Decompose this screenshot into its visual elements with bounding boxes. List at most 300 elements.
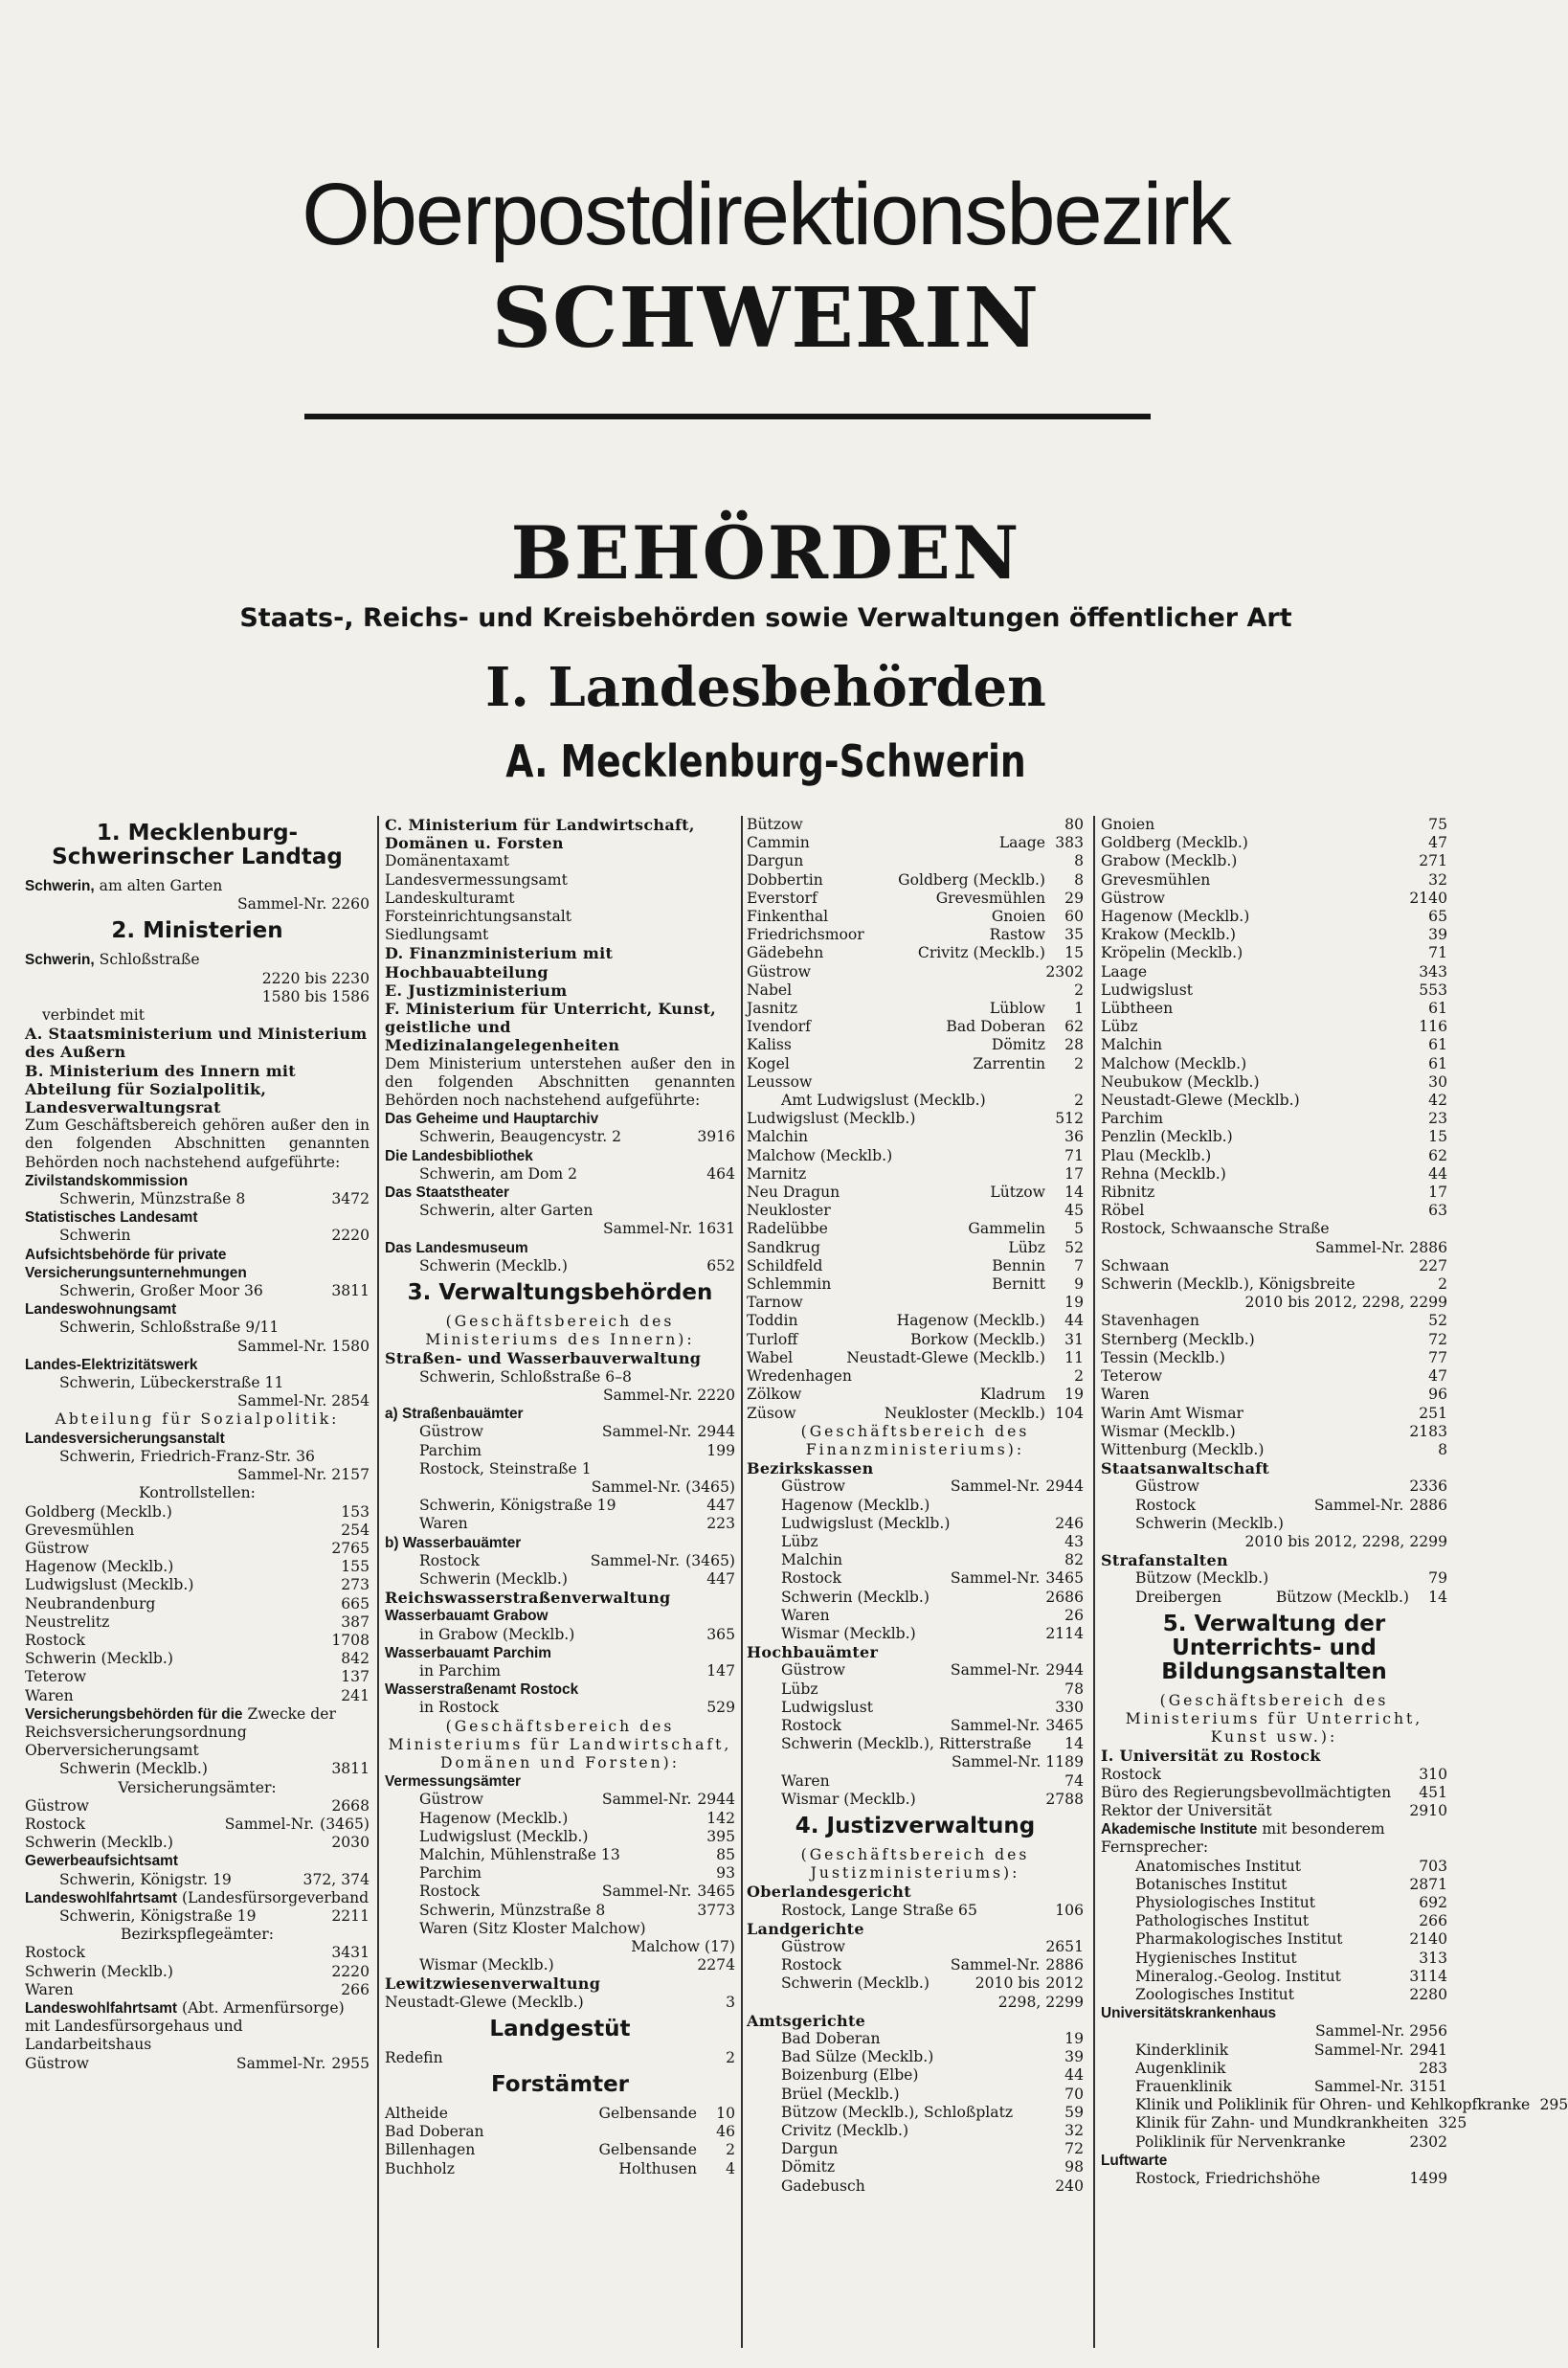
entry-name: Züsow [747,1404,796,1422]
directory-entry [1101,2133,1447,2152]
entry-name: Büro des Regierungsbevollmächtigten [1101,1783,1392,1801]
entry-place: Sammel-Nr. [1313,2078,1404,2095]
number-line: Malchow (17) [631,1937,735,1955]
entry-name: in Grabow (Mecklb.) [419,1625,575,1643]
entry-number: 2220 [331,1227,370,1245]
entry-name: Parchim [419,1441,482,1459]
entry-place: Borkow (Mecklb.) [910,1330,1045,1348]
directory-entry [1101,1569,1447,1588]
entry-name: Schildfeld [747,1256,823,1274]
entry-number: 82 [1064,1551,1084,1569]
entry-number: 39 [1428,926,1447,944]
directory-entry [385,1552,735,1570]
entry-number: 52 [1428,1312,1447,1330]
directory-entry [747,1073,1084,1092]
entry-name: Warin Amt Wismar [1101,1404,1243,1422]
directory-entry [747,1128,1084,1146]
directory-entry [25,1687,370,1705]
entry-number: 79 [1428,1569,1447,1588]
directory-entry [1101,1147,1447,1165]
directory-entry [25,1797,370,1815]
entry-name: Schwerin (Mecklb.) [419,1256,568,1274]
entry-name: Parchim [419,1864,482,1883]
entry-name: Wismar (Mecklb.) [781,1790,916,1808]
entry-name: Schwerin (Mecklb.) [25,1834,173,1852]
entry-number: 71 [1064,1146,1084,1164]
subsection-heading: Lewitzwiesenverwaltung [385,1974,601,1994]
entry-name: Tarnow [747,1294,803,1312]
entry-name: Schwerin, Schloßstraße 9/11 [59,1319,280,1337]
entry-name: Wismar (Mecklb.) [1101,1422,1236,1440]
directory-entry [1101,1386,1447,1404]
directory-entry [1101,1018,1447,1036]
directory-entry [1101,1784,1447,1802]
entry-number: 2140 [1409,1930,1447,1949]
directory-entry [747,1974,1084,1993]
entry-name: Güstrow [781,1661,845,1680]
entry-number: 2114 [1045,1624,1084,1642]
description-text: Dem Ministerium unterstehen außer den in den folgenden Abschnitten genannten Behörden noch nachstehend aufgeführte: [385,1054,735,1110]
entry-number: 2668 [331,1796,370,1815]
entry-number: 70 [1064,2085,1084,2103]
number-line: Sammel-Nr. (3465) [591,1477,735,1496]
subsection-heading: E. Justizministerium [385,981,568,1000]
entry-number: 3811 [331,1760,370,1778]
entry-place: Grevesmühlen [935,889,1045,907]
entry-place: Sammel-Nr. [950,1661,1041,1680]
entry-number: 1708 [331,1631,370,1649]
entry-number: 62 [1428,1146,1447,1164]
directory-entry [1101,944,1447,962]
entry-name: Schwerin, Königstraße 19 [419,1497,616,1515]
entry-name: Waren [419,1515,468,1533]
directory-entry [747,2048,1084,2066]
directory-entry [385,1864,735,1883]
directory-entry [1101,1220,1447,1238]
entry-number: 30 [1428,1072,1447,1091]
entry-name: Schwerin, alter Garten [419,1202,594,1220]
entry-name: Augenklinik [1135,2059,1226,2077]
entry-number: 96 [1428,1386,1447,1404]
entry-number: 32 [1428,870,1447,889]
entry-name: Hygienisches Institut [1135,1949,1297,1967]
directory-entry [1101,1367,1447,1386]
agency-name: Landeswohlfahrtsamt [25,1999,178,2017]
directory-entry [747,816,1084,834]
entry-number: 5 [1074,1220,1084,1238]
directory-entry [25,1576,370,1594]
entry-number: 2 [1074,1054,1084,1072]
directory-entry [385,1442,735,1460]
entry-number: 2944 [697,1423,735,1441]
entry-name: Schwerin (Mecklb.) [1135,1514,1284,1532]
agency-detail: mit besonderem Fernsprecher: [1101,1820,1385,1857]
entry-name: Siedlungsamt [385,926,489,944]
agency-name: Das Landesmuseum [385,1239,528,1256]
entry-number: 9 [1074,1275,1084,1294]
entry-number: 2871 [1409,1875,1447,1893]
subsection-heading: B. Ministerium des Innern mit Abteilung für Sozialpolitik, Landesverwaltungsrat [25,1061,296,1117]
directory-entry [385,1791,735,1809]
column-3 [747,816,1084,2350]
entry-name: Grabow (Mecklb.) [1101,852,1238,870]
directory-entry [747,981,1084,1000]
entry-name: Schwerin [59,1227,131,1245]
entry-name: Güstrow [25,1539,89,1557]
entry-name: Crivitz (Mecklb.) [781,2122,909,2140]
entry-number: 652 [706,1256,735,1274]
entry-name: Leussow [747,1072,813,1091]
entry-name: Güstrow [419,1791,483,1809]
entry-name: Neustadt-Glewe (Mecklb.) [1101,1092,1300,1110]
entry-name: Teterow [25,1668,87,1686]
entry-name: Güstrow [781,1937,845,1955]
entry-number: 2274 [697,1956,735,1974]
entry-number: 2944 [697,1791,735,1809]
directory-entry [385,1570,735,1589]
entry-place: Zarrentin [973,1054,1045,1072]
entry-place: Crivitz (Mecklb.) [917,944,1045,962]
entry-name: Kaliss [747,1036,792,1054]
entry-name: Rostock, Friedrichshöhe [1135,2170,1321,2188]
entry-name: Klinik und Poliklinik für Ohren- und Kehlkopfkranke [1135,2096,1531,2114]
entry-name: Ludwigslust (Mecklb.) [781,1514,951,1532]
column-2 [385,816,735,2350]
entry-name: Parchim [1101,1110,1164,1128]
directory-entry [25,1668,370,1686]
entry-number: 106 [1055,1901,1084,1919]
entry-name: Hagenow (Mecklb.) [25,1558,174,1576]
entry-name: Altheide [385,2105,448,2122]
directory-entry [1101,1858,1447,1876]
agency-label [25,1852,370,1870]
directory-entry [385,1883,735,1901]
directory-entry [25,1540,370,1558]
entry-name: Schwerin (Mecklb.) [781,1974,930,1993]
entry-number: 313 [1419,1949,1447,1967]
directory-entry [747,1497,1084,1515]
subsection-heading: Hochbauämter [747,1643,879,1662]
directory-entry [747,1699,1084,1717]
jurisdiction-note: (Geschäftsbereich des Finanzministeriums): [800,1422,1030,1458]
directorate-title: Oberpostdirektionsbezirk [302,166,1230,263]
entry-name: Ludwigslust [1101,981,1193,999]
entry-name: Wismar (Mecklb.) [781,1624,916,1642]
directory-entry [25,1558,370,1576]
directory-entry [747,1367,1084,1386]
entry-name: Poliklinik für Nervenkranke [1135,2132,1346,2151]
entry-number: 72 [1428,1330,1447,1348]
entry-place: Gammelin [968,1220,1045,1238]
agency-name: Zivilstandskommission [25,1172,189,1189]
directory-entry [1101,2041,1447,2060]
entry-name: Anatomisches Institut [1135,1857,1302,1875]
directory-entry [385,1828,735,1846]
directory-entry [1101,890,1447,908]
directory-entry [385,2049,735,2067]
directory-entry [747,1202,1084,1220]
entry-place: Dömitz [991,1036,1045,1054]
entry-number: 343 [1419,962,1447,981]
subsection-heading: D. Finanzministerium mit Hochbauabteilung [385,944,614,981]
entry-number: 330 [1055,1698,1084,1716]
directory-entry [385,890,735,908]
agency-name: Wasserbauamt Grabow [385,1608,549,1625]
directory-entry [747,1661,1084,1680]
entry-place: Hagenow (Mecklb.) [896,1312,1045,1330]
directory-entry [25,1319,370,1337]
entry-name: Neustrelitz [25,1612,110,1631]
subsection-heading: A. Staatsministerium und Ministerium des Außern [25,1025,368,1062]
directory-entry [1101,1312,1447,1330]
directory-entry [1101,2060,1447,2078]
entry-number: 153 [341,1502,370,1521]
entry-name: Malchin, Mühlenstraße 13 [419,1845,620,1863]
number-line: Sammel-Nr. 2956 [1314,2022,1447,2041]
entry-number: 80 [1064,816,1084,833]
note-line: verbindet mit [42,1006,145,1025]
agency-label [25,1300,370,1319]
subgroup-caption: Kontrollstellen: [139,1484,256,1502]
agency-name: Landes-Elektrizitätswerk [25,1356,198,1373]
entry-number: 365 [706,1625,735,1643]
entry-place: Sammel-Nr. [235,2054,326,2072]
entry-place: Holthusen [618,2159,697,2177]
directory-entry [385,1368,735,1387]
entry-name: Schwerin, Friedrich-Franz-Str. 36 [59,1447,315,1465]
entry-name: Redefin [385,2048,443,2066]
directory-entry [1101,834,1447,852]
entry-number: 93 [716,1864,735,1883]
directory-entry [25,1834,370,1852]
entry-name: Goldberg (Mecklb.) [25,1502,172,1521]
entry-number: 11 [1064,1348,1084,1366]
entry-name: Malchow (Mecklb.) [1101,1054,1247,1072]
entry-number: 35 [1064,926,1084,944]
directory-entry [25,1815,370,1834]
entry-name: Bad Doberan [385,2123,484,2141]
entry-name: Rostock [25,1815,85,1833]
entry-name: Marnitz [747,1164,807,1183]
entry-number: 2651 [1045,1937,1084,1955]
entry-name: Toddin [747,1312,798,1330]
directory-entry [25,1190,370,1208]
entry-number: 39 [1064,2048,1084,2066]
directory-entry [385,1699,735,1717]
entry-name: Dömitz [781,2158,836,2176]
directory-entry [25,1907,370,1926]
directory-entry [1101,1184,1447,1202]
agency-name: Landeswohnungsamt [25,1301,177,1319]
entry-place: Gelbensande [598,2105,697,2122]
entry-number: 2886 [1409,1496,1447,1514]
entry-name: Frauenklinik [1135,2078,1232,2095]
directory-entry [747,2030,1084,2048]
entry-number: 14 [1064,1184,1084,1202]
entry-name: Schwerin, Königstr. 19 [59,1870,232,1888]
entry-number: 137 [341,1668,370,1686]
entry-name: Rektor der Universität [1101,1801,1272,1819]
agency-label [385,1405,735,1423]
entry-name: Neu Dragun [747,1184,840,1202]
entry-name: Schwerin (Mecklb.) [25,1650,173,1668]
entry-name: Rostock [781,1569,841,1588]
directory-entry [385,1165,735,1184]
number-line: Sammel-Nr. 2220 [602,1386,735,1404]
city-title: SCHWERIN [491,270,1041,367]
entry-name: Amt Ludwigslust (Mecklb.) [781,1092,986,1110]
directory-entry [1101,1349,1447,1367]
column-divider [1093,816,1095,2348]
entry-name: Grevesmühlen [1101,870,1211,889]
agency-name: Versicherungsbehörden für die [25,1705,243,1723]
entry-number: 2280 [1409,1985,1447,2003]
directory-entry [747,926,1084,944]
entry-number: 147 [706,1661,735,1680]
directory-entry [385,1515,735,1533]
agency-label [25,1172,370,1190]
directory-entry [1101,1092,1447,1110]
entry-number: 2 [1438,1275,1447,1294]
directory-entry [747,944,1084,962]
agency-name: b) Wasserbauämter [385,1534,522,1551]
entry-name: Boizenburg (Elbe) [781,2066,919,2085]
agency-label [385,1239,735,1257]
directory-entry [747,1331,1084,1349]
directory-entry [25,1963,370,1981]
title-divider [304,414,1151,419]
entry-name: Gadebusch [781,2176,865,2195]
directory-entry [1101,1423,1447,1441]
directory-entry [1101,1515,1447,1533]
entry-name: Kogel [747,1054,790,1072]
entry-number: 8 [1074,870,1084,889]
entry-name: Neukloster [747,1202,831,1220]
entry-name: Güstrow [1101,889,1165,907]
entry-number: 1499 [1409,2170,1447,2188]
entry-number: 47 [1428,834,1447,852]
entry-number: 2183 [1409,1422,1447,1440]
directory-entry [747,1551,1084,1569]
directory-entry [1101,2078,1447,2096]
entry-number: (3465) [320,1815,370,1833]
directory-entry [385,871,735,890]
entry-place: Sammel-Nr. [224,1815,315,1833]
entry-name: Kröpelin (Mecklb.) [1101,944,1243,962]
directory-entry [25,1595,370,1613]
entry-name: Wredenhagen [747,1367,852,1386]
entry-number: 199 [706,1441,735,1459]
number-line: 2010 bis 2012, 2298, 2299 [1244,1532,1447,1550]
directory-entry [1101,852,1447,870]
entry-number: 52 [1064,1238,1084,1256]
directory-entry [1101,1055,1447,1073]
entry-number: 2012 [1045,1974,1084,1993]
entry-place: Lübz [1008,1238,1045,1256]
entry-name: Schwerin, Großer Moor 36 [59,1282,263,1300]
agency-detail: (Landesfürsorgeverband [182,1888,370,1906]
entry-number: 2302 [1045,962,1084,981]
directory-entry [747,1405,1084,1423]
entry-name: Ludwigslust (Mecklb.) [747,1110,916,1128]
directory-entry [747,1515,1084,1533]
subsection-heading: Bezirkskassen [747,1459,874,1478]
subsection-heading: I. Universität zu Rostock [1101,1747,1321,1766]
entry-number: 19 [1064,2030,1084,2047]
directory-entry [747,1147,1084,1165]
entry-place: Lüblow [989,1000,1045,1018]
directory-entry [747,1184,1084,1202]
entry-number: 72 [1064,2140,1084,2158]
jurisdiction-note: (Geschäftsbereich des Ministeriums für Landwirtschaft, Domänen und Forsten): [388,1717,732,1771]
agency-name: Luftwarte [1101,2152,1168,2169]
directory-entry [385,1994,735,2012]
entry-number: 2030 [331,1834,370,1852]
directory-entry [747,2177,1084,2196]
entry-name: Botanisches Institut [1135,1875,1288,1893]
directory-entry [1101,2170,1447,2188]
entry-number: 3472 [331,1190,370,1208]
directory-entry [1101,1000,1447,1018]
entry-number: 17 [1428,1184,1447,1202]
entry-number: 447 [706,1497,735,1515]
directory-entry [385,926,735,944]
entry-number: 2910 [1409,1801,1447,1819]
agency-label [385,1772,735,1791]
subsection-heading: Oberlandesgericht [747,1883,911,1902]
state-heading: A. Mecklenburg-Schwerin [505,735,1026,787]
directory-entry [385,1257,735,1275]
entry-name: Pathologisches Institut [1135,1912,1310,1930]
agency-label [25,1430,370,1448]
agency-label [1101,2004,1447,2022]
entry-name: Physiologisches Institut [1135,1893,1316,1911]
directory-entry [1101,1405,1447,1423]
entry-name: Forsteinrichtungsanstalt [385,908,572,926]
directory-entry [1101,816,1447,834]
entry-number: 8 [1074,852,1084,870]
entry-number: 44 [1064,1312,1084,1330]
entry-name: Oberversicherungsamt [25,1742,199,1760]
entry-place: 2010 bis [974,1974,1041,1993]
entry-number: (3465) [685,1551,735,1569]
agency-name: Wasserbauamt Parchim [385,1644,551,1661]
directory-entry [385,2123,735,2141]
description-text: Zum Geschäftsbereich gehören außer den in den folgenden Abschnitten genannten Behörden noch nachstehend aufgeführte: [25,1116,370,1171]
entry-number: 447 [706,1569,735,1588]
subsection-heading: F. Ministerium für Unterricht, Kunst, geistliche und Medizinalangelegenheiten [385,1000,717,1055]
entry-name: Schwaan [1101,1256,1170,1274]
entry-number: 2140 [1409,889,1447,907]
entry-name: Everstorf [747,889,818,907]
directory-entry [1101,1950,1447,1968]
agency-label [385,1607,735,1625]
directory-entry [747,1477,1084,1496]
entry-name: Goldberg (Mecklb.) [1101,834,1248,852]
directory-entry [385,1460,735,1478]
directory-entry [25,1742,370,1760]
entry-place: Sammel-Nr. [1313,2041,1404,2059]
agency-name: Schwerin, [25,952,95,969]
entry-name: Brüel (Mecklb.) [781,2085,900,2103]
entry-number: 142 [706,1809,735,1827]
directory-entry [747,1092,1084,1110]
agency-name: Das Staatstheater [385,1184,510,1202]
entry-number: 10 [716,2105,735,2122]
directory-entry [25,1448,370,1466]
entry-name: Domänentaxamt [385,852,509,870]
agency-detail: am alten Garten [99,877,223,894]
